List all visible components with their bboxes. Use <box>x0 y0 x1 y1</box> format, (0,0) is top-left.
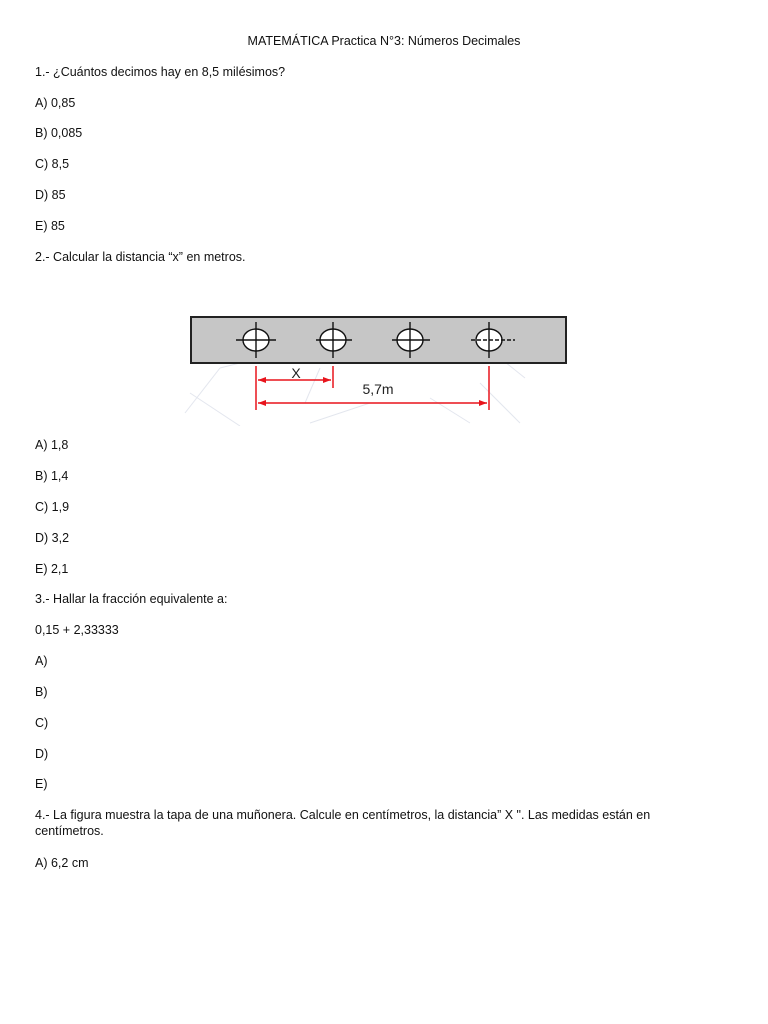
q2-option-e: E) 2,1 <box>35 562 69 576</box>
question-4: 4.- La figura muestra la tapa de una muñonera. Calcule en centímetros, la distancia” X ". Las medidas están en centímetros. <box>35 808 651 838</box>
q1-option-a: A) 0,85 <box>35 96 76 110</box>
total-distance-label: 5,7m <box>362 381 394 397</box>
q1-option-e: E) 85 <box>35 219 65 233</box>
q2-option-b: B) 1,4 <box>35 469 69 483</box>
q3-option-d: D) <box>35 747 49 761</box>
question-3: 3.- Hallar la fracción equivalente a: <box>35 592 228 606</box>
distance-figure <box>180 308 575 426</box>
q2-option-d: D) 3,2 <box>35 531 70 545</box>
q3-option-a: A) <box>35 654 48 668</box>
q3-option-e: E) <box>35 777 48 791</box>
q3-option-c: C) <box>35 716 49 730</box>
q1-option-c: C) 8,5 <box>35 157 70 171</box>
question-2: 2.- Calcular la distancia “x” en metros. <box>35 250 246 264</box>
q1-option-b: B) 0,085 <box>35 126 83 140</box>
q3-expression: 0,15 + 2,33333 <box>35 623 119 637</box>
q2-option-c: C) 1,9 <box>35 500 70 514</box>
q2-option-a: A) 1,8 <box>35 438 69 452</box>
q1-option-d: D) 85 <box>35 188 66 202</box>
page-title: MATEMÁTICA Practica N°3: Números Decimales <box>247 34 521 48</box>
x-label: X <box>291 365 301 381</box>
q4-option-a: A) 6,2 cm <box>35 856 89 870</box>
question-1: 1.- ¿Cuántos decimos hay en 8,5 milésimos? <box>35 65 286 79</box>
q3-option-b: B) <box>35 685 48 699</box>
